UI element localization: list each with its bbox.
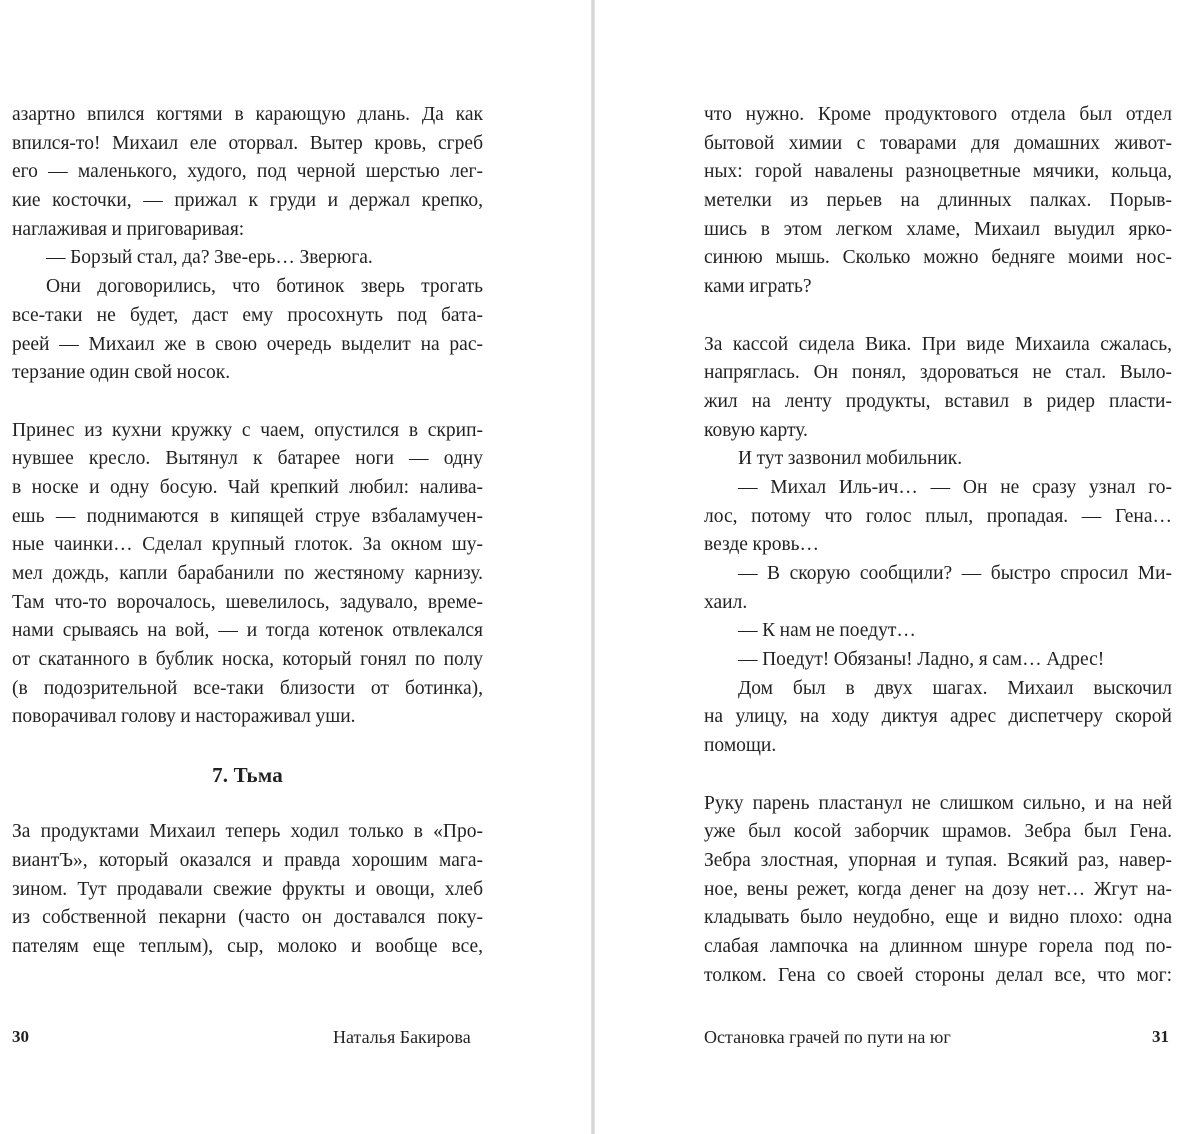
text-line: Они договорились, что ботинок зверь трогать	[46, 276, 483, 298]
text-line: ковую карту.	[704, 419, 808, 441]
running-head-title: Остановка грачей по пути на юг	[704, 1027, 951, 1047]
right-page	[596, 0, 1184, 1134]
text-line: (в подозрительной все-таки близости от ботинка),	[12, 677, 483, 699]
page-number: 31	[1152, 1027, 1169, 1046]
left-page-text	[12, 101, 483, 962]
text-line: мел дождь, капли барабанили по жестяному карнизу.	[12, 563, 483, 584]
text-line: помощи.	[704, 735, 777, 757]
text-line: хаил.	[704, 591, 748, 613]
text-line: ных: горой навалены разноцветные мячики, кольца,	[704, 161, 1172, 183]
text-line: шись в этом легком хламе, Михаил выудил ярко-	[704, 218, 1172, 240]
section-gap	[12, 388, 483, 417]
text-line: — Михал Иль-ич… — Он не сразу узнал го-	[738, 476, 1172, 498]
text-line: что нужно. Кроме продуктового отдела был отдел	[704, 104, 1172, 125]
text-line: азартно впился когтями в карающую длань. Да как	[12, 104, 483, 125]
text-line: на улицу, на ходу диктуя адрес диспетчеру скорой	[704, 706, 1172, 728]
text-line: кладывать было неудобно, еще и видно плохо: одна	[704, 907, 1172, 929]
text-line: все-таки не будет, даст ему просохнуть под бата-	[12, 304, 483, 326]
text-line: жил на ленту продукты, вставил в ридер пласти-	[704, 390, 1172, 412]
text-line: от скатанного в бублик носка, который гонял по полу	[12, 649, 483, 671]
text-line: напряглась. Он понял, здороваться не стал. Выло-	[704, 362, 1172, 384]
text-line: метелки из перьев на длинных палках. Порыв-	[704, 190, 1172, 212]
text-line: кие косточки, — прижал к груди и держал крепко,	[12, 190, 483, 212]
text-line: За продуктами Михаил теперь ходил только в «Про-	[12, 821, 483, 843]
text-line: И тут зазвонил мобильник.	[738, 448, 963, 470]
text-line: ное, вены режет, когда денег на дозу нет… Жгут на-	[704, 878, 1172, 900]
running-head-author: Наталья Бакирова	[333, 1027, 471, 1047]
text-line: бытовой химии с товарами для домашних живот-	[704, 132, 1172, 154]
text-line: в носке и одну босую. Чай крепкий любил: налива-	[12, 476, 483, 498]
text-line: Принес из кухни кружку с чаем, опустился в скрип-	[12, 419, 483, 441]
text-line: виантЪ», который оказался и правда хорошим мага-	[12, 849, 483, 871]
section-gap	[12, 732, 483, 761]
text-line: пателям еще теплым), сыр, молоко и вообще все,	[12, 935, 483, 957]
text-line: — Поедут! Обязаны! Ладно, я сам… Адрес!	[738, 649, 1105, 671]
text-line: терзание один свой носок.	[12, 362, 231, 384]
text-line: Руку парень пластанул не слишком сильно, и на ней	[704, 792, 1172, 814]
text-line: ные чаинки… Сделал крупный глоток. За окном шу-	[12, 534, 483, 556]
text-line: синюю мышь. Сколько можно бедняге моими нос-	[704, 247, 1172, 269]
text-line: зином. Тут продавали свежие фрукты и овощи, хлеб	[12, 878, 483, 900]
page-number: 30	[12, 1027, 29, 1046]
text-line: — В скорую сообщили? — быстро спросил Ми-	[738, 563, 1172, 584]
text-line: ешь — поднимаются в кипящей струе взбаламучен-	[12, 505, 483, 527]
right-page-text	[704, 101, 1172, 990]
text-line: толком. Гена со своей стороны делал все, что мог:	[704, 964, 1172, 986]
text-line: нами срываясь на вой, — и тогда котенок отвлекался	[12, 620, 483, 642]
text-line: реей — Михаил же в свою очередь выделит на рас-	[12, 333, 483, 355]
text-line: За кассой сидела Вика. При виде Михаила сжалась,	[704, 333, 1172, 355]
text-line: поворачивал голову и настораживал уши.	[12, 706, 356, 728]
text-line: наглаживая и приговаривая:	[12, 218, 245, 240]
section-gap	[704, 302, 1172, 331]
section-gap	[12, 790, 483, 819]
text-line: уже был косой заборчик шрамов. Зебра был Гена.	[704, 821, 1172, 843]
text-line: Дом был в двух шагах. Михаил выскочил	[738, 677, 1172, 699]
text-line: — К нам не поедут…	[738, 620, 916, 642]
text-line: впился-то! Михаил еле оторвал. Вытер кровь, сгреб	[12, 132, 483, 154]
section-gap	[704, 761, 1172, 790]
chapter-heading: 7. Тьма	[212, 762, 283, 787]
text-line: везде кровь…	[704, 534, 820, 556]
text-line: лос, потому что голос плыл, пропадая. — Гена…	[704, 505, 1172, 527]
text-line: его — маленького, худого, под черной шерстью лег-	[12, 161, 483, 183]
text-line: слабая лампочка на длинном шнуре горела под по-	[704, 935, 1172, 957]
text-line: — Борзый стал, да? Зве-ерь… Зверюга.	[46, 247, 373, 269]
book-gutter	[591, 0, 595, 1134]
left-page	[0, 0, 590, 1134]
text-line: из собственной пекарни (часто он доставался поку-	[12, 907, 483, 929]
text-line: Там что-то ворочалось, шевелилось, задувало, време-	[12, 591, 483, 613]
text-line: нувшее кресло. Вытянул к батарее ноги — одну	[12, 448, 483, 470]
text-line: Зебра злостная, упорная и тупая. Всякий раз, навер-	[704, 849, 1172, 871]
text-line: ками играть?	[704, 276, 812, 298]
